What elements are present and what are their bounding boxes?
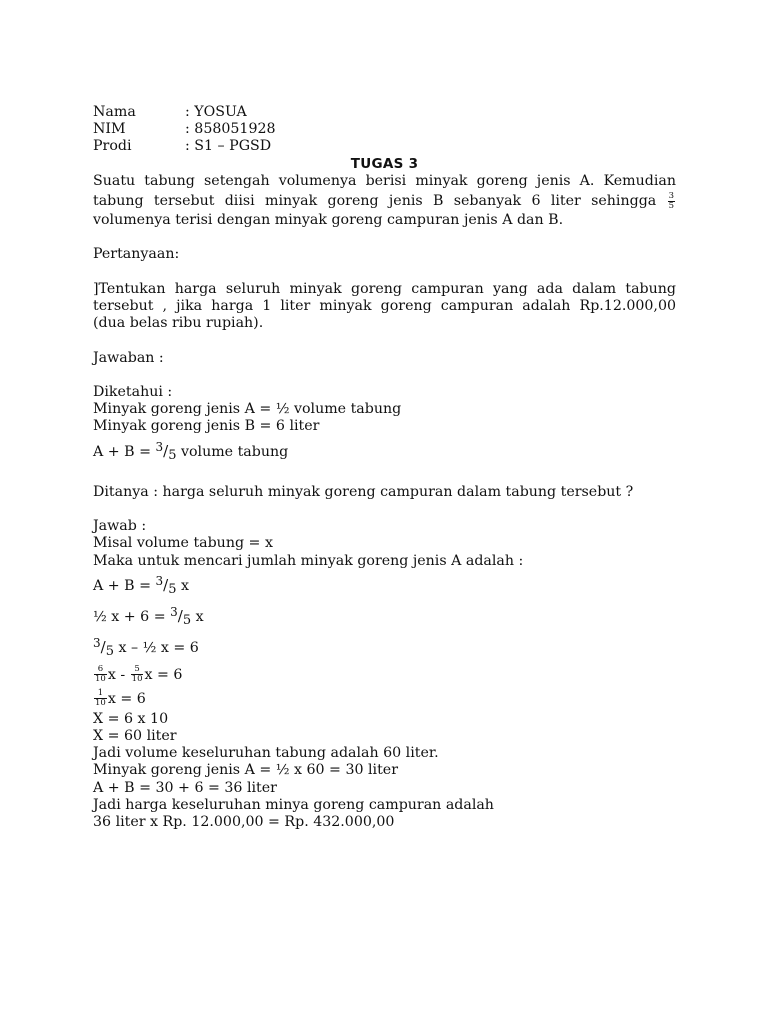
answer-heading: Jawaban : — [93, 349, 164, 366]
problem-line-2 — [93, 190, 676, 212]
problem-line-3: volumenya terisi dengan minyak goreng campuran jenis A dan B. — [93, 212, 564, 229]
known-fraction-num: 3 — [155, 439, 164, 454]
solution-step-8: X = 6 x 10 — [93, 710, 169, 727]
solution-heading: Jawab : — [93, 518, 147, 535]
prodi-row — [93, 138, 676, 155]
assignment-text — [93, 104, 676, 831]
question-line-3: (dua belas ribu rupiah). — [93, 315, 264, 332]
solution-step-13: Jadi harga keseluruhan minya goreng campuran adalah — [93, 796, 494, 813]
step-6-f2-num: 5 — [131, 665, 144, 675]
document-title: TUGAS 3 — [350, 155, 419, 172]
step-4-fraction: $^3/_5$ — [170, 604, 192, 628]
solution-step-14: 36 liter x Rp. 12.000,00 = Rp. 432.000,00 — [93, 814, 395, 830]
step-7-num: 1 — [94, 689, 107, 699]
prodi-label: Prodi — [93, 138, 132, 155]
solution-step-10: Jadi volume keseluruhan tabung adalah 60 liter. — [93, 745, 439, 762]
step-5-den: 5 — [105, 643, 114, 659]
step-6-post: x = 6 — [144, 666, 183, 683]
question-heading: Pertanyaan: — [93, 246, 180, 263]
step-6-fraction-1 — [94, 665, 107, 684]
asked-line: Ditanya : harga seluruh minyak goreng campuran dalam tabung tersebut ? — [93, 483, 634, 500]
name-row — [93, 104, 676, 121]
fraction-numerator: 3 — [668, 190, 674, 201]
problem-line-2-text: tabung tersebut diisi minyak goreng jenis B sebanyak 6 liter sehingga — [93, 193, 657, 210]
known-line-3 — [93, 436, 676, 467]
solution-step-7 — [93, 687, 676, 711]
known-fraction: $^3/_5$ — [155, 439, 177, 463]
prodi-value: : S1 – PGSD — [185, 138, 272, 155]
step-7-post: x = 6 — [107, 690, 146, 707]
question-line-1: ]Tentukan harga seluruh minyak goreng campuran yang ada dalam tabung — [93, 280, 676, 297]
solution-step-5 — [93, 632, 676, 663]
known-line-1: Minyak goreng jenis A = ½ volume tabung — [93, 401, 402, 418]
step-3-post: x — [176, 577, 189, 594]
nim-label: NIM — [93, 121, 126, 138]
solution-step-12: A + B = 30 + 6 = 36 liter — [93, 779, 277, 796]
solution-step-4 — [93, 601, 676, 632]
step-7-fraction — [94, 689, 107, 708]
known-line-3-pre: A + B = — [93, 443, 156, 460]
solution-step-2: Maka untuk mencari jumlah minyak goreng jenis A adalah : — [93, 552, 524, 569]
problem-fraction — [668, 192, 675, 211]
step-5-num: 3 — [93, 635, 101, 650]
problem-line-1: Suatu tabung setengah volumenya berisi minyak goreng jenis A. Kemudian — [93, 172, 676, 189]
step-4-num: 3 — [170, 604, 178, 619]
step-6-f1-num: 6 — [94, 665, 107, 675]
step-7-den: 10 — [95, 698, 106, 709]
solution-step-3 — [93, 570, 676, 601]
step-4-den: 5 — [182, 612, 192, 628]
known-fraction-den: 5 — [168, 447, 177, 463]
solution-step-6 — [93, 663, 676, 687]
step-6-f1-den: 10 — [95, 674, 106, 685]
fraction-denominator: 5 — [668, 200, 674, 211]
step-4-post: x — [191, 608, 204, 625]
step-3-pre: A + B = — [93, 577, 156, 594]
step-3-den: 5 — [168, 581, 177, 597]
nim-value: : 858051928 — [185, 121, 276, 138]
known-line-2: Minyak goreng jenis B = 6 liter — [93, 418, 320, 435]
step-4-pre: ½ x + 6 = — [93, 608, 171, 625]
known-heading: Diketahui : — [93, 383, 173, 400]
step-6-f2-den: 10 — [131, 674, 143, 685]
step-5-post: x – ½ x = 6 — [113, 639, 199, 656]
solution-step-9: X = 60 liter — [93, 727, 177, 744]
question-line-2: tersebut , jika harga 1 liter minyak goreng campuran adalah Rp.12.000,00 — [93, 298, 676, 314]
known-line-3-post: volume tabung — [176, 443, 289, 460]
name-value: : YOSUA — [185, 104, 247, 120]
step-3-num: 3 — [155, 573, 164, 588]
nim-row — [93, 121, 676, 138]
step-5-fraction: $^3/_5$ — [93, 635, 114, 659]
solution-step-11: Minyak goreng jenis A = ½ x 60 = 30 liter — [93, 762, 398, 779]
name-label: Nama — [93, 104, 136, 120]
step-6-mid: x - — [107, 666, 130, 683]
step-6-fraction-2 — [131, 665, 144, 684]
step-3-fraction: $^3/_5$ — [155, 573, 177, 597]
solution-step-1: Misal volume tabung = x — [93, 535, 273, 552]
